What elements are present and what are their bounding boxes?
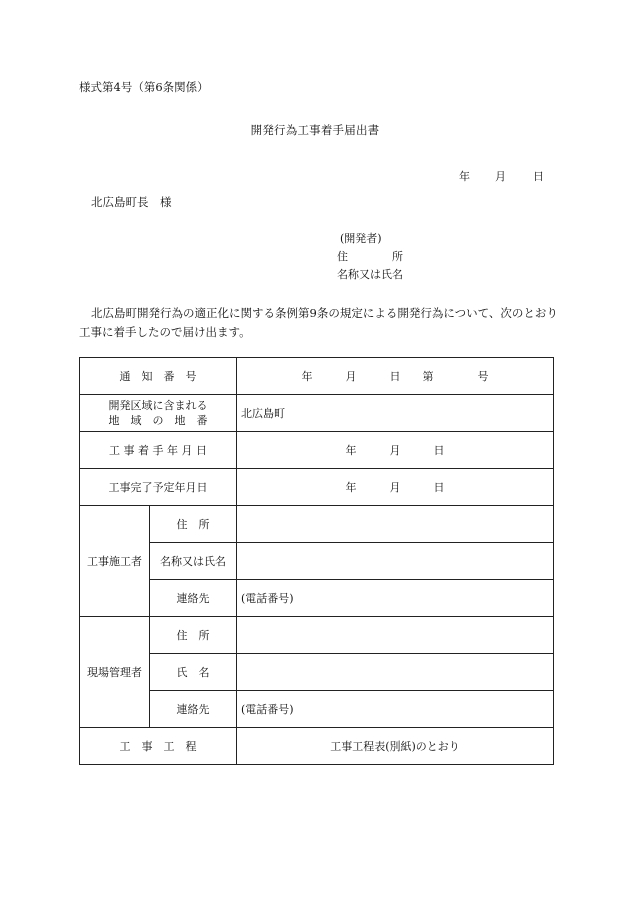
area-label-line1: 開発区域に含まれる (108, 399, 208, 412)
contractor-name-value (237, 543, 554, 580)
row-contractor-name (80, 543, 554, 580)
notice-form-table (79, 357, 554, 765)
row-completion-date (80, 469, 554, 506)
form-label: 様式第4号（第6条関係） (79, 80, 209, 94)
date-line (452, 156, 544, 184)
area-label (80, 395, 237, 432)
contractor-name-label: 名称又は氏名 (150, 543, 237, 580)
document-title: 開発行為工事着手届出書 (250, 123, 380, 137)
manager-contact-label: 連絡先 (150, 691, 237, 728)
completion-date-value: 年 月 日 (237, 469, 554, 506)
manager-label: 現場管理者 (80, 617, 150, 728)
row-contractor-contact (80, 580, 554, 617)
contractor-address-label: 住 所 (150, 506, 237, 543)
area-label-line2: 地 域 の 地 番 (108, 414, 208, 427)
manager-name-value (237, 654, 554, 691)
applicant-name-label: 名称又は氏名 (337, 268, 403, 281)
manager-contact-value: (電話番号) (237, 691, 554, 728)
area-value: 北広島町 (237, 395, 554, 432)
completion-date-label: 工事完了予定年月日 (80, 469, 237, 506)
notice-number-value: 年 月 日 第 号 (237, 358, 554, 395)
row-contractor-address (80, 506, 554, 543)
start-date-label: 工 事 着 手 年 月 日 (80, 432, 237, 469)
contractor-contact-label: 連絡先 (150, 580, 237, 617)
row-notice-number (80, 358, 554, 395)
notice-number-label: 通 知 番 号 (80, 358, 237, 395)
contractor-address-value (237, 506, 554, 543)
schedule-label: 工 事 工 程 (80, 728, 237, 765)
applicant-heading: (開発者) (340, 232, 382, 245)
schedule-value: 工事工程表(別紙)のとおり (237, 728, 554, 765)
row-manager-contact (80, 691, 554, 728)
date-day: 日 (533, 170, 544, 183)
manager-address-label: 住 所 (150, 617, 237, 654)
row-area (80, 395, 554, 432)
row-start-date (80, 432, 554, 469)
row-manager-name (80, 654, 554, 691)
manager-name-label: 氏 名 (150, 654, 237, 691)
start-date-value: 年 月 日 (237, 432, 554, 469)
applicant-address-label: 住 所 (337, 250, 403, 263)
addressee: 北広島町長 様 (91, 195, 172, 209)
date-year: 年 (459, 170, 470, 183)
contractor-contact-value: (電話番号) (237, 580, 554, 617)
row-schedule (80, 728, 554, 765)
row-manager-address (80, 617, 554, 654)
date-month: 月 (495, 170, 506, 183)
manager-address-value (237, 617, 554, 654)
body-text: 北広島町開発行為の適正化に関する条例第9条の規定による開発行為について、次のとおり工事に着手したので届け出ます。 (79, 306, 558, 339)
contractor-label: 工事施工者 (80, 506, 150, 617)
